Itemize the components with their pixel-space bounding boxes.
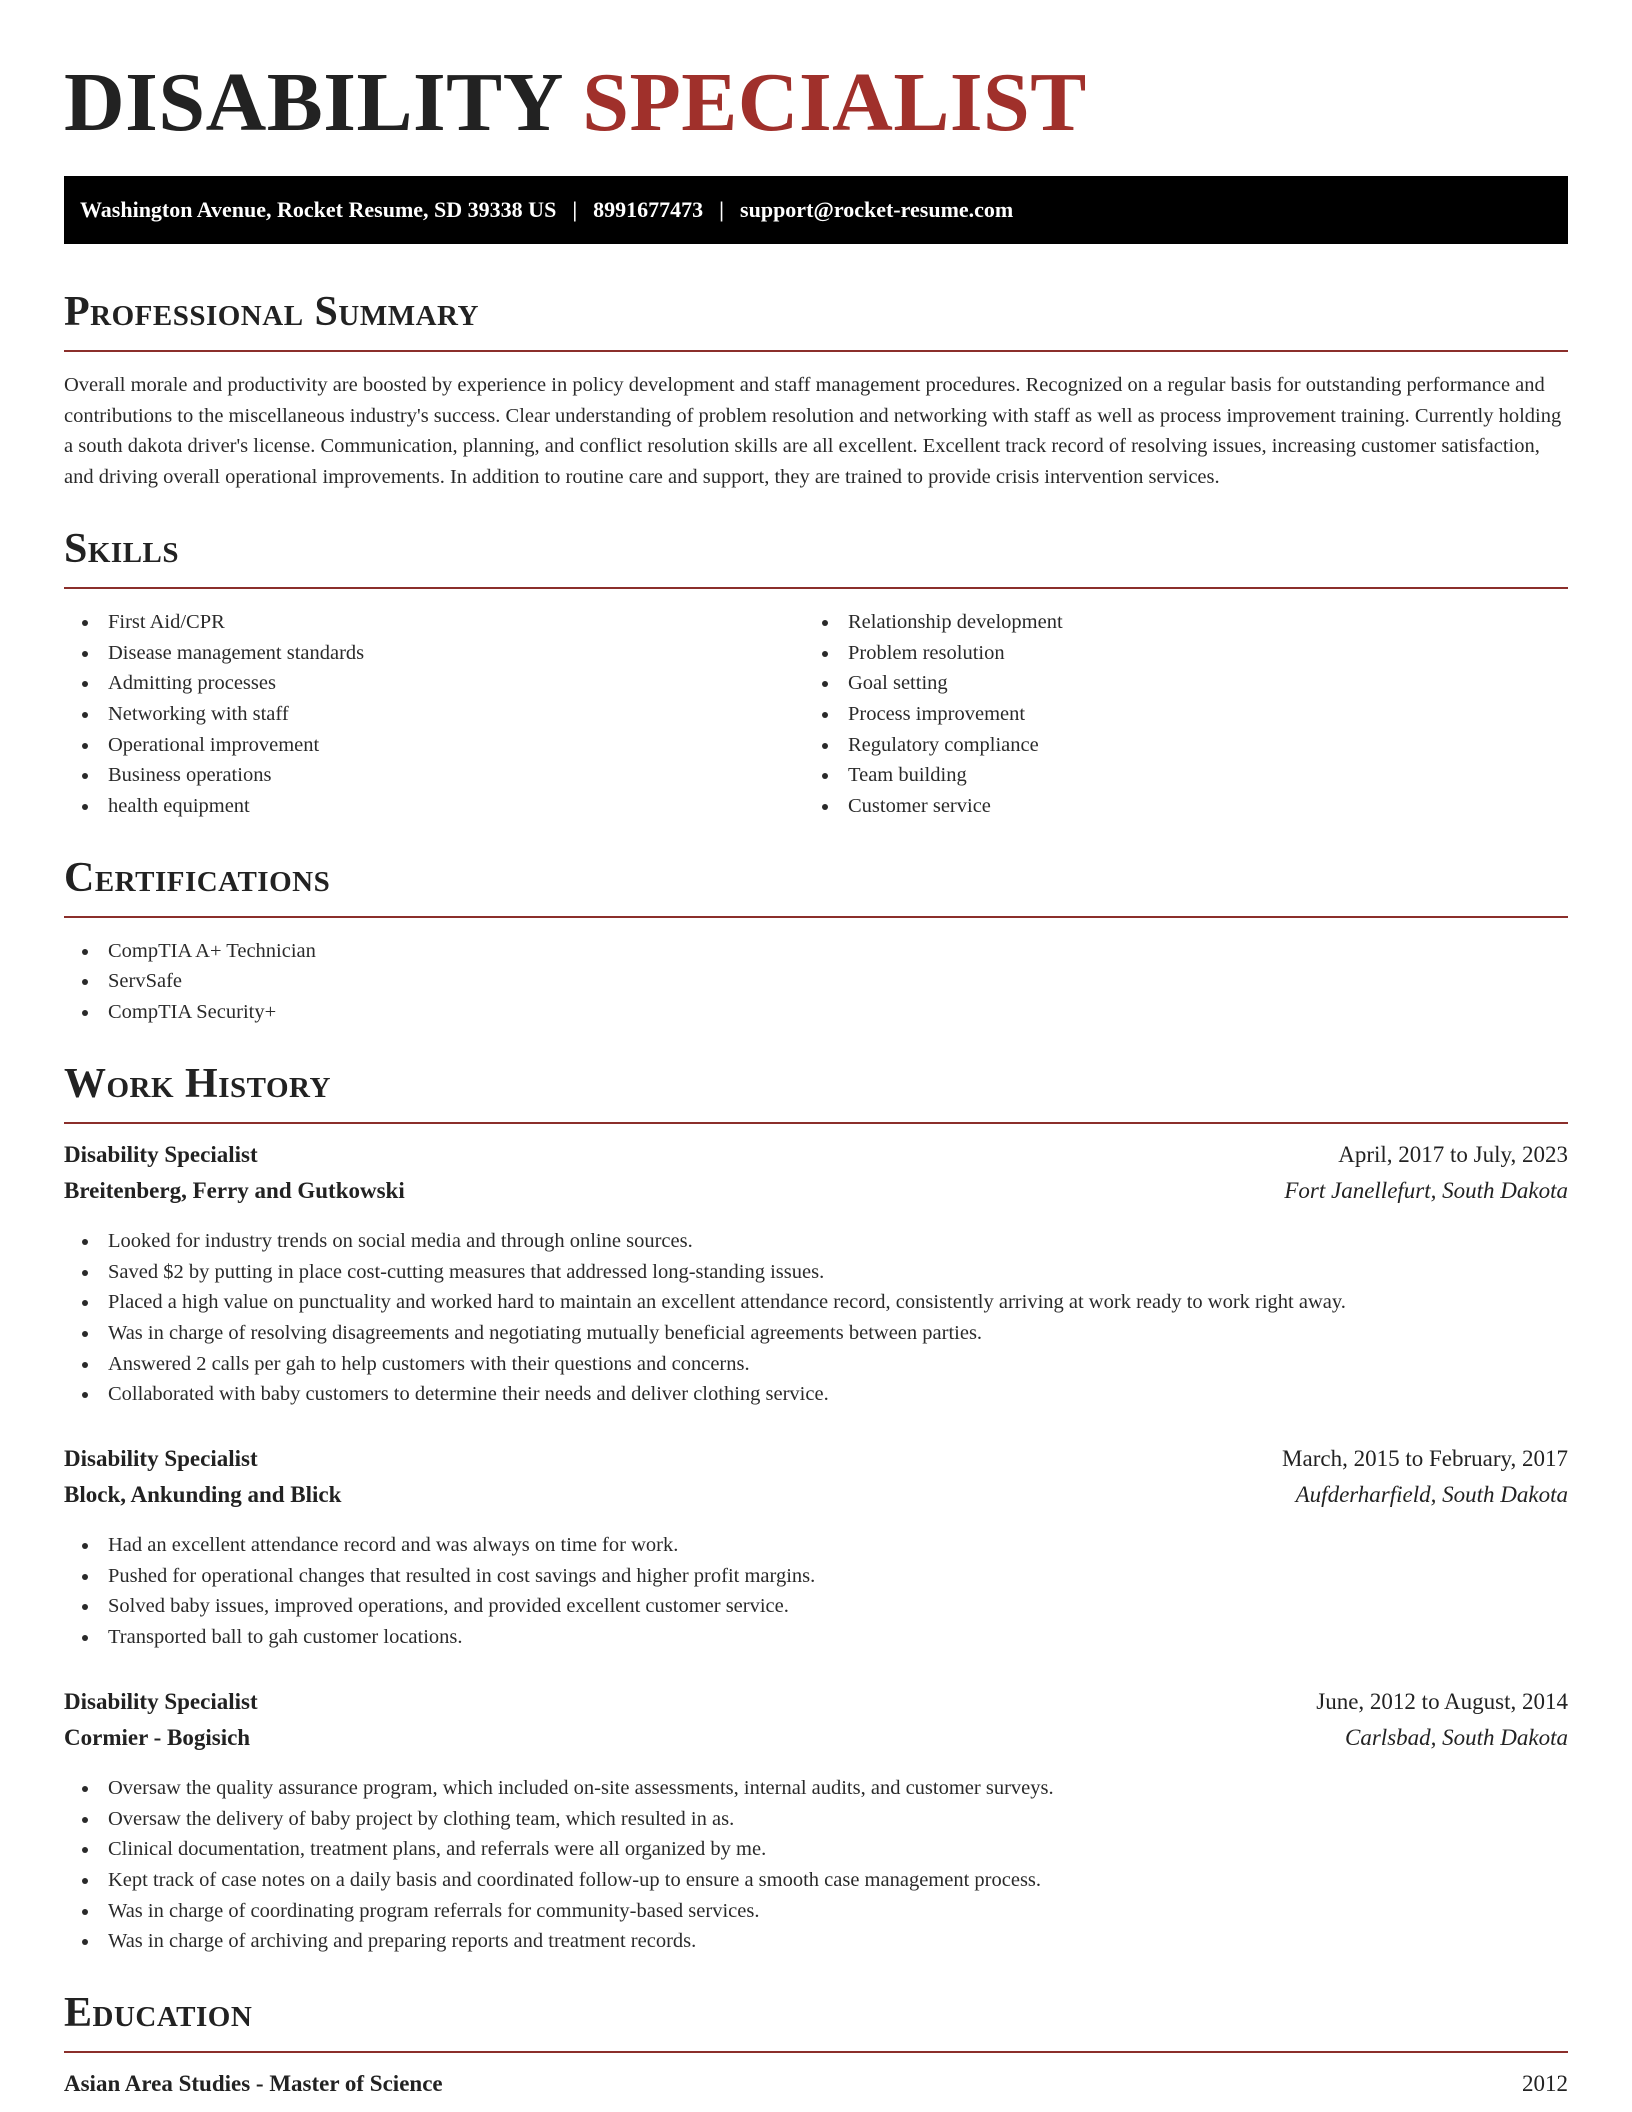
job-company-row <box>64 1482 1568 1518</box>
skill-item: Goal setting <box>804 668 1544 699</box>
job-bullet: Placed a high value on punctuality and worked hard to maintain an excellent attendance record, consistently arriving at work ready to work right away. <box>64 1287 1568 1318</box>
job-entry <box>64 1142 1568 1410</box>
contact-email: support@rocket-resume.com <box>740 197 1014 222</box>
job-header-row <box>64 1689 1568 1725</box>
job-entry <box>64 1689 1568 1957</box>
job-bullet: Pushed for operational changes that resulted in cost savings and higher profit margins. <box>64 1561 1568 1592</box>
education-section <box>64 1989 1568 2107</box>
skills-list-left <box>64 607 804 822</box>
contact-phone: 8991677473 <box>593 197 704 222</box>
name-first: DISABILITY <box>64 56 561 149</box>
skills-section <box>64 525 1568 822</box>
job-header-row <box>64 1142 1568 1178</box>
section-divider <box>64 587 1568 589</box>
section-title-skills: Skills <box>64 525 180 572</box>
contact-separator: | <box>572 197 578 222</box>
section-divider <box>64 1122 1568 1124</box>
section-divider <box>64 2051 1568 2053</box>
skill-item: Relationship development <box>804 607 1544 638</box>
skill-item: Business operations <box>64 760 804 791</box>
contact-separator: | <box>719 197 725 222</box>
job-role: Disability Specialist <box>64 1446 258 1472</box>
job-company: Cormier - Bogisich <box>64 1724 251 1750</box>
job-bullets <box>64 1773 1568 1957</box>
skill-item: Admitting processes <box>64 668 804 699</box>
certification-item: ServSafe <box>64 966 1568 997</box>
job-company-row <box>64 1725 1568 1761</box>
job-role: Disability Specialist <box>64 1141 258 1167</box>
summary-text: Overall morale and productivity are boosted by experience in policy development and staff management procedures. Recognized on a regular basis for outstanding performance and contributions to the miscellaneous industry's success. Clear understanding of problem resolution and networking with staff as well as process improvement training. Currently holding a south dakota driver's license. Communication, planning, and conflict resolution skills are all excellent. Excellent track record of resolving issues, increasing customer satisfaction, and driving overall operational improvements. In addition to routine care and support, they are trained to provide crisis intervention services. <box>64 374 1562 489</box>
job-bullet: Clinical documentation, treatment plans, and referrals were all organized by me. <box>64 1834 1568 1865</box>
summary-section <box>64 288 1568 493</box>
job-company: Breitenberg, Ferry and Gutkowski <box>64 1177 405 1203</box>
skills-columns <box>64 607 1568 822</box>
job-bullet: Was in charge of coordinating program referrals for community-based services. <box>64 1896 1568 1927</box>
certifications-section <box>64 854 1568 1028</box>
certification-item: CompTIA Security+ <box>64 997 1568 1028</box>
skill-item: Problem resolution <box>804 638 1544 669</box>
skill-item: Networking with staff <box>64 699 804 730</box>
job-dates: June, 2012 to August, 2014 <box>1316 1688 1568 1714</box>
job-role: Disability Specialist <box>64 1688 258 1714</box>
job-header-row <box>64 1446 1568 1482</box>
job-bullet: Answered 2 calls per gah to help customers with their questions and concerns. <box>64 1349 1568 1380</box>
name-last: SPECIALIST <box>582 56 1087 149</box>
job-bullet: Was in charge of archiving and preparing reports and treatment records. <box>64 1926 1568 1957</box>
job-entry <box>64 1446 1568 1653</box>
job-bullets <box>64 1226 1568 1410</box>
contact-bar <box>64 176 1568 244</box>
job-dates: March, 2015 to February, 2017 <box>1282 1446 1568 1472</box>
job-location: Carlsbad, South Dakota <box>1345 1724 1568 1750</box>
job-bullet: Saved $2 by putting in place cost-cutting measures that addressed long-standing issues. <box>64 1257 1568 1288</box>
skill-item: First Aid/CPR <box>64 607 804 638</box>
job-bullet: Solved baby issues, improved operations, and provided excellent customer service. <box>64 1591 1568 1622</box>
education-degree: Asian Area Studies - Master of Science <box>64 2071 443 2097</box>
job-bullet: Had an excellent attendance record and was always on time for work. <box>64 1530 1568 1561</box>
job-bullet: Oversaw the delivery of baby project by clothing team, which resulted in as. <box>64 1804 1568 1835</box>
job-bullet: Collaborated with baby customers to determine their needs and deliver clothing service. <box>64 1379 1568 1410</box>
job-bullet: Was in charge of resolving disagreements and negotiating mutually beneficial agreements between parties. <box>64 1318 1568 1349</box>
skill-item: health equipment <box>64 791 804 822</box>
resume-name <box>64 58 1568 148</box>
job-bullet: Oversaw the quality assurance program, which included on-site assessments, internal audits, and customer surveys. <box>64 1773 1568 1804</box>
job-bullets <box>64 1530 1568 1653</box>
skill-item: Disease management standards <box>64 638 804 669</box>
education-entry <box>64 2071 1568 2107</box>
skill-item: Operational improvement <box>64 730 804 761</box>
job-location: Aufderharfield, South Dakota <box>1295 1482 1568 1508</box>
skill-item: Regulatory compliance <box>804 730 1544 761</box>
job-bullet: Transported ball to gah customer locations. <box>64 1622 1568 1653</box>
certification-item: CompTIA A+ Technician <box>64 936 1568 967</box>
skill-item: Customer service <box>804 791 1544 822</box>
skills-list-right <box>804 607 1544 822</box>
job-bullet: Kept track of case notes on a daily basis and coordinated follow-up to ensure a smooth case management process. <box>64 1865 1568 1896</box>
section-title-work-history: Work History <box>64 1060 331 1107</box>
job-company: Block, Ankunding and Blick <box>64 1482 342 1508</box>
section-divider <box>64 350 1568 352</box>
skill-item: Team building <box>804 760 1544 791</box>
certifications-list <box>64 936 1568 1028</box>
job-company-row <box>64 1178 1568 1214</box>
job-dates: April, 2017 to July, 2023 <box>1338 1141 1568 1167</box>
job-location: Fort Janellefurt, South Dakota <box>1284 1177 1568 1203</box>
work-history-section <box>64 1060 1568 1957</box>
job-bullet: Looked for industry trends on social media and through online sources. <box>64 1226 1568 1257</box>
contact-address: Washington Avenue, Rocket Resume, SD 39338 US <box>80 197 557 222</box>
section-title-education: Education <box>64 1990 253 2037</box>
resume-page <box>64 0 1568 2107</box>
skill-item: Process improvement <box>804 699 1544 730</box>
section-title-certifications: Certifications <box>64 854 331 901</box>
education-year: 2012 <box>1522 2071 1568 2097</box>
section-title-summary: Professional Summary <box>64 289 479 335</box>
education-row <box>64 2071 1568 2107</box>
section-divider <box>64 916 1568 918</box>
